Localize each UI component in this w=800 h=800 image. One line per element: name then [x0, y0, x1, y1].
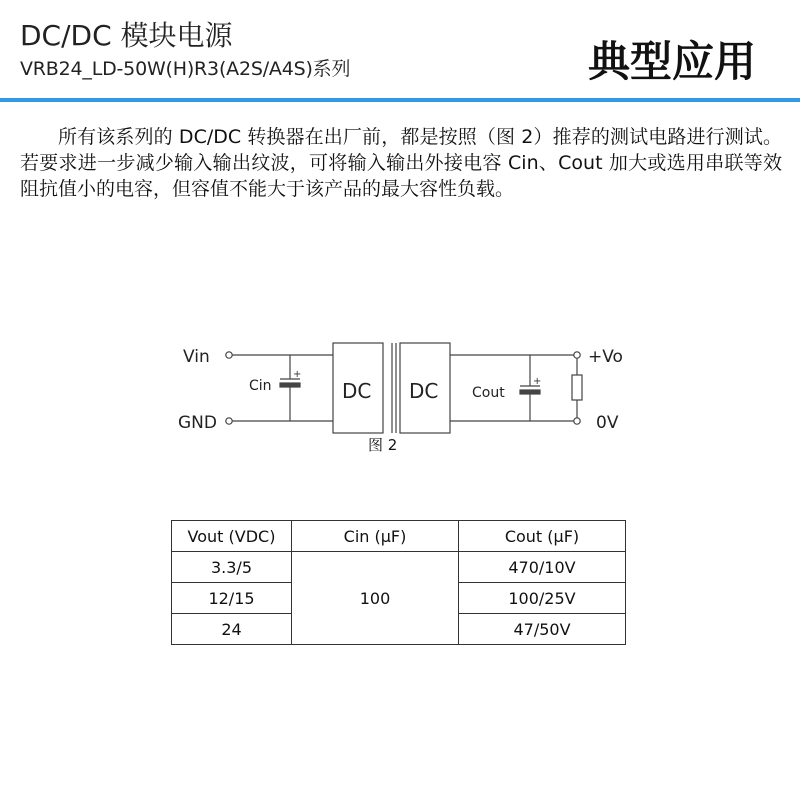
header-vout: Vout (VDC): [172, 521, 292, 552]
document-title: DC/DC 模块电源: [20, 19, 233, 52]
cin-polarity-mark: +: [293, 369, 302, 380]
cell-vout: 12/15: [172, 583, 292, 614]
header-cin: Cin (μF): [292, 521, 459, 552]
dc-input-label: DC: [342, 379, 372, 403]
gnd-terminal: [226, 418, 232, 424]
figure-caption: 图 2: [368, 436, 398, 454]
table-header-row: [172, 521, 626, 552]
vo-terminal: [574, 352, 580, 358]
cout-capacitor: [520, 355, 540, 421]
description-paragraph: 所有该系列的 DC/DC 转换器在出厂前，都是按照（图 2）推荐的测试电路进行测试。若要求进一步减少输入输出纹波，可将输入输出外接电容 Cin、Cout 加大或选用串联等效阻抗值小的电容，但容值不能大于该产品的最大容性负载。: [20, 126, 782, 200]
cell-cout: 100/25V: [459, 583, 626, 614]
cin-capacitor: [280, 355, 300, 421]
vin-label: Vin: [183, 347, 210, 367]
test-circuit-diagram: [0, 330, 800, 440]
cout-polarity-mark: +: [533, 376, 542, 387]
cell-cin: 100: [292, 552, 459, 645]
vin-terminal: [226, 352, 232, 358]
cell-cout: 47/50V: [459, 614, 626, 645]
zero-v-label: 0V: [596, 413, 619, 433]
cell-vout: 3.3/5: [172, 552, 292, 583]
cout-label: Cout: [472, 385, 505, 401]
section-title: 典型应用: [587, 37, 756, 86]
gnd-label: GND: [178, 413, 217, 433]
cin-label: Cin: [249, 378, 272, 394]
dc-output-label: DC: [409, 379, 439, 403]
table-row: [172, 552, 626, 583]
header-divider: [0, 98, 800, 102]
cell-vout: 24: [172, 614, 292, 645]
product-series: VRB24_LD-50W(H)R3(A2S/A4S)系列: [20, 58, 351, 80]
vo-label: +Vo: [588, 347, 623, 367]
cell-cout: 470/10V: [459, 552, 626, 583]
capacitor-table: [171, 520, 626, 645]
header-cout: Cout (μF): [459, 521, 626, 552]
zero-v-terminal: [574, 418, 580, 424]
load-resistor: [572, 358, 582, 418]
document-header: [20, 18, 350, 82]
